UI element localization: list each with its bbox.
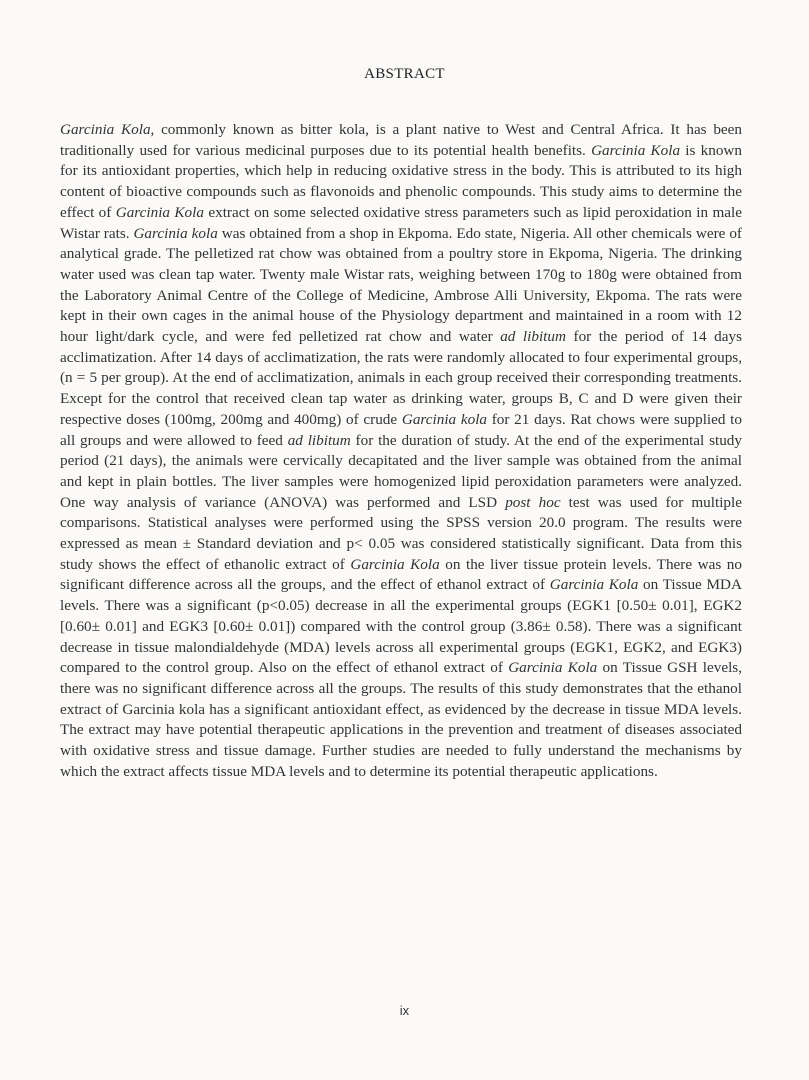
page-title: ABSTRACT <box>364 66 445 82</box>
italic-term: Garcinia Kola <box>591 141 681 159</box>
italic-term: Garcinia Kola <box>508 659 598 677</box>
text-segment: for 21 days. Rat chows were supplied to all groups and were allowed to feed <box>60 410 742 449</box>
italic-term: Garcinia kola <box>401 410 488 428</box>
italic-term: ad libitum <box>500 328 566 346</box>
text-segment: on Tissue MDA levels. There was a significant (p<0.05) decrease in all the experimental groups (EGK1 [0.50± 0.01], EGK2 [0.60± 0.01] and EGK3 [0.60± 0.01]) compared with the control group (3.86± 0.58). There was a significant decrease in tissue malondialdehyde (MDA) levels across all experimental groups (EGK1, EGK2, and EGK3) compared to the control group. Also on the effect of ethanol extract of <box>60 576 742 677</box>
italic-term: Garcinia Kola <box>115 203 204 221</box>
italic-term: post hoc <box>505 493 561 511</box>
text-segment: on Tissue GSH levels, there was no significant difference across all the groups. The results of this study demonstrates that the ethanol extract of Garcinia kola has a significant antioxidant effect, as evidenced by the decrease in tissue MDA levels. The extract may have potential therapeutic applications in the prevention and treatment of diseases associated with oxidative stress and tissue damage. Further studies are needed to fully understand the mechanisms by which the extract affects tissue MDA levels and to determine its potential therapeutic applications. <box>60 659 742 780</box>
text-segment: was obtained from a shop in Ekpoma. Edo state, Nigeria. All other chemicals were of analytical grade. The pelletized rat chow was obtained from a poultry store in Ekpoma, Nigeria. The drinking water used was clean tap water. Twenty male Wistar rats, weighing between 170g to 180g were obtained from the Laboratory Animal Centre of the College of Medicine, Ambrose Alli University, Ekpoma. The rats were kept in their own cages in the animal house of the Physiology department and maintained in a room with 12 hour light/dark cycle, and were fed pelletized rat chow and water <box>60 224 742 346</box>
text-segment: for the period of 14 days acclimatization. After 14 days of acclimatization, the rats were randomly allocated to four experimental groups, (n = 5 per group). At the end of acclimatization, animals in each group received their corresponding treatments. Except for the control that received clean tap water as drinking water, groups B, C and D were given their respective doses (100mg, 200mg and 400mg) of crude <box>60 328 742 428</box>
text-segment: , commonly known as bitter kola, is a plant native to West and Central Africa. It has been traditionally used for various medicinal purposes due to its potential health benefits. <box>60 121 742 159</box>
italic-term: Garcinia kola <box>133 224 218 242</box>
text-segment: test was used for multiple comparisons. Statistical analyses were performed using the SPSS version 20.0 program. The results were expressed as mean ± Standard deviation and p< 0.05 was considered statistically significant. Data from this study shows the effect of ethanolic extract of <box>60 493 742 573</box>
text-segment: on the liver tissue protein levels. There was no significant difference across all the groups, and the effect of ethanol extract of <box>60 555 742 594</box>
italic-term: Garcinia Kola <box>60 121 151 138</box>
italic-term: Garcinia Kola <box>350 555 440 573</box>
text-segment: extract on some selected oxidative stress parameters such as lipid peroxidation in male Wistar rats. <box>60 203 742 242</box>
abstract-paragraph <box>60 120 742 783</box>
italic-term: ad libitum <box>287 431 351 449</box>
italic-term: Garcinia Kola <box>549 576 639 594</box>
text-segment: is known for its antioxidant properties, which help in reducing oxidative stress in the body. This is attributed to its high content of bioactive compounds such as flavonoids and phenolic compounds. This study aims to determine the effect of <box>60 141 742 221</box>
page-number: ix <box>399 1003 410 1018</box>
text-segment: for the duration of study. At the end of the experimental study period (21 days), the animals were cervically decapitated and the liver sample was obtained from the animal and kept in plain bottles. The liver samples were homogenized lipid peroxidation parameters were analyzed. One way analysis of variance (ANOVA) was performed and LSD <box>60 431 742 511</box>
